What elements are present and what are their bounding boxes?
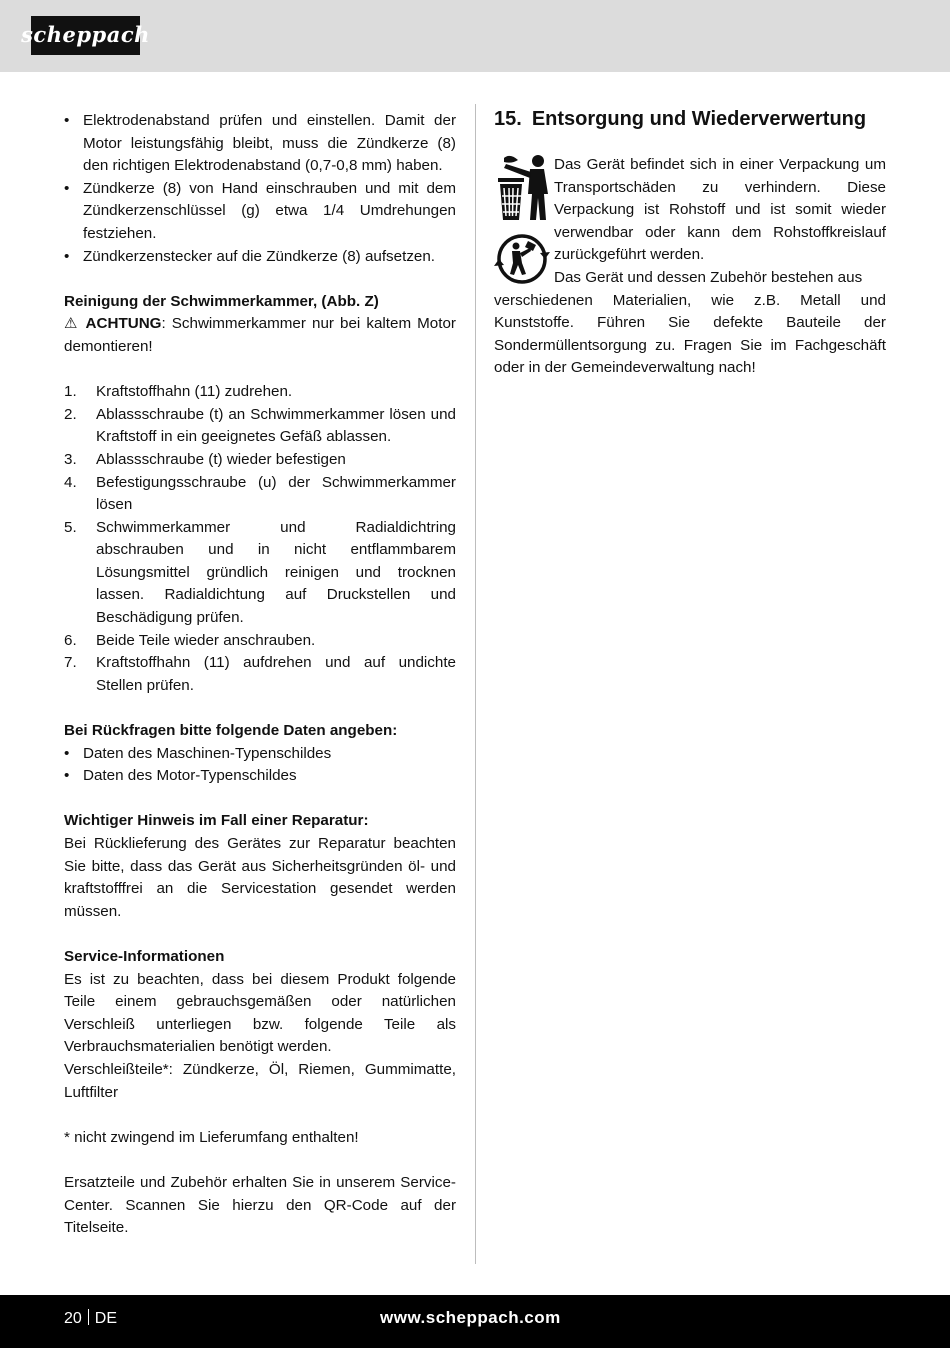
list-item: • Daten des Maschinen-Typenschildes [64,743,456,766]
warning-icon: ⚠ [64,315,80,333]
step-text: Kraftstoffhahn (11) aufdrehen und auf undichte Stellen prüfen. [96,654,456,694]
step-item [64,517,456,630]
separator [88,1309,89,1325]
header-band [0,0,950,72]
brand-logo: scheppach [31,16,140,55]
step-item [64,404,456,449]
float-chamber-heading: Reinigung der Schwimmerkammer, (Abb. Z) [64,292,379,310]
list-item: • Zündkerze (8) von Hand einschrauben und mit dem Zündkerzenschlüssel (g) etwa 1/4 Umdrehungen festziehen. [64,178,456,246]
step-text: Schwimmerkammer und Radialdichtring abschrauben und in nicht entflammbarem Lösungsmittel gründlich reinigen und trocknen lassen. Radialdichtung auf Druckstellen und Beschädigung prüfen. [96,518,456,627]
step-number: 1. [64,383,77,401]
language-code: DE [94,1310,118,1327]
inquiry-heading: Bei Rückfragen bitte folgende Daten angeben: [64,722,398,740]
list-item: • Daten des Motor-Typenschildes [64,765,456,788]
page-indicator [64,1308,117,1330]
section-number: 15. [494,108,522,130]
step-number: 5. [64,518,77,536]
spare-parts-text: Ersatzteile und Zubehör erhalten Sie in unserem Service-Center. Scannen Sie hierzu den QR-Code auf der Titelseite. [64,1173,456,1237]
step-item [64,449,456,472]
materials-lead-text: Das Gerät und dessen Zubehör bestehen aus [554,268,863,286]
step-text: Ablassschraube (t) an Schwimmerkammer lösen und Kraftstoff in ein geeignetes Gefäß ablassen. [96,405,456,446]
step-number: 3. [64,450,77,468]
step-item [64,652,456,697]
website-link[interactable]: www.scheppach.com [380,1308,561,1327]
materials-text: verschiedenen Materialien, wie z.B. Metall und Kunststoffe. Führen Sie defekte Bauteile der Sondermüllentsorgung zu. Fragen Sie im Fachgeschäft oder in der Gemeindeverwaltung nach! [494,291,886,377]
step-number: 4. [64,473,77,491]
step-item [64,381,456,404]
step-item [64,472,456,517]
section-heading [494,104,886,134]
step-number: 2. [64,405,77,423]
step-text: Kraftstoffhahn (11) zudrehen. [96,383,293,401]
step-number: 7. [64,654,77,672]
left-column [64,110,456,1240]
step-text: Ablassschraube (t) wieder befestigen [96,450,346,468]
wear-parts-text: Verschleißteile*: Zündkerze, Öl, Riemen, Gummimatte, Luftfilter [64,1060,456,1101]
spark-plug-list [64,110,456,268]
list-item: • Zündkerzenstecker auf die Zündkerze (8) aufsetzen. [64,246,456,269]
warning-paragraph [64,313,456,358]
step-text: Beide Teile wieder anschrauben. [96,631,316,649]
disposal-block [494,154,886,290]
repair-text: Bei Rücklieferung des Gerätes zur Reparatur beachten Sie bitte, dass das Gerät aus Sicherheitsgründen öl- und kraftstofffrei an die Servicestation gesendet werden müssen. [64,835,456,920]
right-column [494,104,886,380]
repair-heading: Wichtiger Hinweis im Fall einer Reparatur: [64,812,369,830]
step-item [64,630,456,653]
warning-label: ACHTUNG [85,315,162,333]
step-number: 6. [64,631,77,649]
disposal-icons [494,154,552,293]
service-text: Es ist zu beachten, dass bei diesem Produkt folgende Teile einem gebrauchsgemäßen oder natürlichen Verschleiß unterliegen bzw. folgende Teile als Verbrauchsmaterialien benötigt werden. [64,970,456,1056]
service-heading: Service-Informationen [64,947,225,965]
step-text: Befestigungsschraube (u) der Schwimmerkammer lösen [96,473,456,514]
footnote-text: * nicht zwingend im Lieferumfang enthalten! [64,1128,359,1146]
warning-text: : Schwimmerkammer nur bei kaltem Motor demontieren! [64,315,456,355]
inquiry-list [64,743,456,788]
recycling-icon [494,232,552,286]
footer-band [0,1295,950,1348]
trash-bin-icon [494,154,552,224]
page-number: 20 [64,1310,82,1327]
list-item: • Elektrodenabstand prüfen und einstellen. Damit der Motor leistungsfähig bleibt, muss die Zündkerze (8) den richtigen Elektrodenabstand (0,7-0,8 mm) haben. [64,110,456,178]
packaging-text: Das Gerät befindet sich in einer Verpackung um Transportschäden zu verhindern. Diese Verpackung ist Rohstoff und ist somit wieder verwendbar oder kann dem Rohstoffkreislauf zurückgeführt werden. [554,156,886,264]
section-title: Entsorgung und Wiederverwertung [531,108,867,130]
column-divider [475,104,476,1264]
float-chamber-steps [64,381,456,697]
